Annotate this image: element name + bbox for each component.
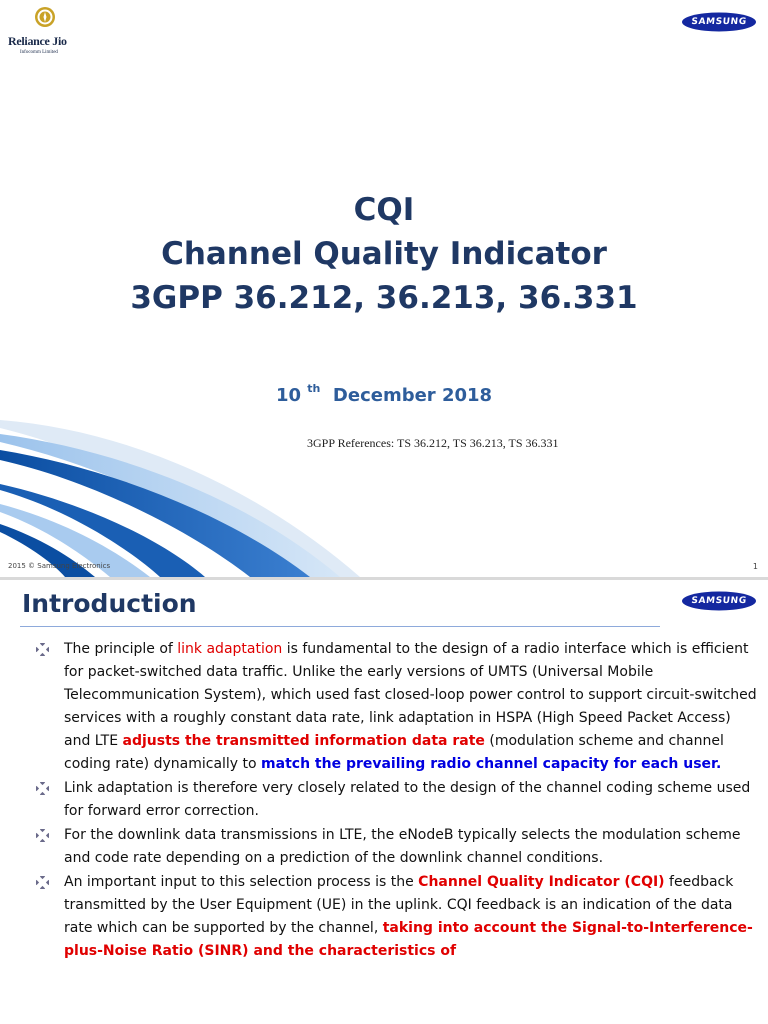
- reliance-jio-logo: [6, 6, 76, 56]
- date-day-suffix: th: [307, 382, 321, 395]
- page-number: 1: [752, 562, 758, 571]
- bullet-text: For the downlink data transmissions in LTE, the eNodeB typically selects the modulation scheme and code rate depending on a prediction of the downlink channel conditions.: [64, 827, 741, 866]
- bullet-emphasis: link adaptation: [177, 641, 283, 657]
- samsung-logo: [681, 591, 757, 611]
- bullet-emphasis: adjusts the transmitted information data rate: [122, 733, 485, 749]
- reliance-jio-wordmark: Reliance Jio: [8, 34, 67, 48]
- bullet-item: [36, 777, 761, 823]
- bullet-emphasis: Channel Quality Indicator (CQI): [418, 874, 665, 890]
- bullet-text: feedback transmitted by the User Equipment (UE) in the uplink. CQI feedback is an indication of the data rate which can be supported by the channel,: [64, 874, 734, 936]
- blue-wave-graphic: [0, 420, 360, 577]
- bullet-list: [36, 638, 761, 964]
- diamond-bullet-icon: [36, 829, 49, 842]
- introduction-slide: [0, 580, 768, 1024]
- date-day: 10: [275, 385, 301, 406]
- bullet-item: [36, 824, 761, 870]
- introduction-heading: Introduction: [22, 589, 197, 618]
- bullet-item: [36, 871, 761, 963]
- samsung-logo: [681, 12, 757, 32]
- bullet-emphasis: taking into account the Signal-to-Interference-plus-Noise Ratio (SINR) and the characteristics of: [64, 920, 753, 959]
- bullet-emphasis: match the prevailing radio channel capacity for each user.: [261, 756, 722, 772]
- presentation-date: [0, 382, 768, 406]
- diamond-bullet-icon: [36, 876, 49, 889]
- bullet-item: [36, 638, 761, 776]
- bullet-text: The principle of: [64, 641, 178, 657]
- title-line-cqi: CQI: [353, 192, 415, 228]
- diamond-bullet-icon: [36, 782, 49, 795]
- slide-title: [0, 188, 768, 320]
- bullet-text: is fundamental to the design of a radio interface which is efficient for packet-switched data traffic. Unlike the early versions of UMTS (Universal Mobile Telecommunication System), which used fast closed-loop power control to support circuit-switched services with a roughly constant data rate, link adaptation in HSPA (High Speed Packet Access) and LTE: [64, 641, 757, 749]
- bullet-text: Link adaptation is therefore very closely related to the design of the channel coding scheme used for forward error correction.: [64, 780, 751, 819]
- date-month-year: December 2018: [332, 385, 493, 406]
- diamond-bullet-icon: [36, 643, 49, 656]
- title-underline: [20, 626, 660, 627]
- references-line: 3GPP References: TS 36.212, TS 36.213, TS 36.331: [307, 436, 559, 450]
- copyright-footer: 2015 © Samsung Electronics: [8, 562, 111, 570]
- reliance-emblem-icon: [34, 6, 56, 28]
- bullet-text: An important input to this selection process is the: [64, 874, 419, 890]
- reliance-jio-subtitle: Infocomm Limited: [20, 50, 58, 55]
- title-line-full-name: Channel Quality Indicator: [161, 236, 607, 272]
- title-line-specs: 3GPP 36.212, 36.213, 36.331: [130, 280, 638, 316]
- samsung-wordmark: SAMSUNG: [690, 17, 748, 27]
- samsung-wordmark: SAMSUNG: [690, 596, 748, 606]
- bullet-text: (modulation scheme and channel coding rate) dynamically to: [64, 733, 724, 772]
